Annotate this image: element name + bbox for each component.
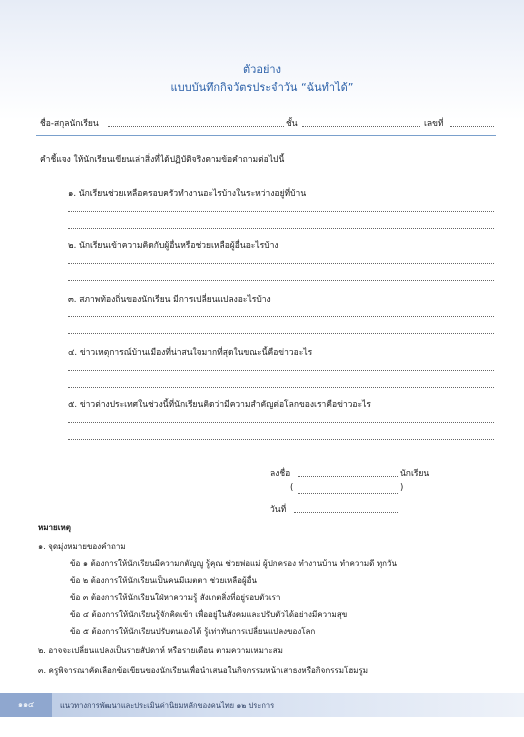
- class-field[interactable]: [302, 126, 420, 127]
- answer-line[interactable]: [68, 333, 494, 334]
- notes-sub-item: ข้อ ๑ ต้องการให้นักเรียนมีความกตัญญู รู้คุณ ช่วยพ่อแม่ ผู้ปกครอง ทำงานบ้าน ทำความดี ทุกวัน: [70, 559, 397, 568]
- name-field[interactable]: [108, 126, 284, 127]
- answer-line[interactable]: [68, 439, 494, 440]
- paren-open: (: [290, 483, 294, 493]
- question-3: ๓. สภาพท้องถิ่นของนักเรียน มีการเปลี่ยนแปลงอะไรบ้าง: [68, 295, 271, 305]
- question-1: ๑. นักเรียนช่วยเหลือครอบครัวทำงานอะไรบ้างในระหว่างอยู่ที่บ้าน: [68, 189, 307, 199]
- signature-field[interactable]: [298, 476, 398, 477]
- printed-name-field[interactable]: [298, 493, 398, 494]
- notes-sub-item: ข้อ ๒ ต้องการให้นักเรียนเป็นคนมีเมตตา ช่วยเหลือผู้อื่น: [70, 576, 257, 585]
- number-field[interactable]: [450, 126, 494, 127]
- notes-item-1: ๑. จุดมุ่งหมายของคำถาม: [38, 542, 126, 551]
- notes-item-3: ๓. ครูพิจารณาคัดเลือกข้อเขียนของนักเรียนเพื่อนำเสนอในกิจกรรมหน้าเสาธงหรือกิจกรรมโฮมรูม: [38, 666, 369, 675]
- instruction: คำชี้แจง ให้นักเรียนเขียนเล่าสิ่งที่ได้ปฏิบัติจริงตามข้อคำถามต่อไปนี้: [40, 155, 285, 165]
- notes-sub-item: ข้อ ๕ ต้องการให้นักเรียนปรับตนเองได้ รู้เท่าทันการเปลี่ยนแปลงของโลก: [70, 627, 316, 636]
- answer-line[interactable]: [68, 422, 494, 423]
- page-number: ๑๑๔: [0, 693, 52, 717]
- name-label: ชื่อ-สกุลนักเรียน: [40, 119, 99, 129]
- class-label: ชั้น: [286, 119, 298, 129]
- answer-line[interactable]: [68, 280, 494, 281]
- page-subtitle: แบบบันทึกกิจวัตรประจำวัน “ฉันทำได้”: [170, 81, 354, 94]
- student-label: นักเรียน: [400, 469, 430, 479]
- date-label: วันที่: [270, 505, 287, 515]
- sign-label: ลงชื่อ: [270, 469, 291, 479]
- notes-sub-item: ข้อ ๔ ต้องการให้นักเรียนรู้จักคิดเข้า เพื่ออยู่ในสังคมและปรับตัวได้อย่างมีความสุข: [70, 610, 348, 619]
- paren-close: ): [400, 483, 404, 493]
- question-4: ๔. ข่าวเหตุการณ์บ้านเมืองที่น่าสนใจมากที่สุดในขณะนี้คือข่าวอะไร: [68, 348, 313, 358]
- date-field[interactable]: [294, 512, 398, 513]
- answer-line[interactable]: [68, 316, 494, 317]
- answer-line[interactable]: [68, 228, 494, 229]
- divider: [36, 135, 496, 136]
- footer-text: แนวทางการพัฒนาและประเมินค่านิยมหลักของคนไทย ๑๒ ประการ: [60, 701, 275, 710]
- question-2: ๒. นักเรียนเข้าความคิดกับผู้อื่นหรือช่วยเหลือผู้อื่นอะไรบ้าง: [68, 241, 279, 251]
- answer-line[interactable]: [68, 387, 494, 388]
- page-title: ตัวอย่าง: [243, 63, 281, 76]
- notes-sub-item: ข้อ ๓ ต้องการให้นักเรียนใฝ่หาความรู้ สังเกตสิ่งที่อยู่รอบตัวเรา: [70, 593, 281, 602]
- notes-heading: หมายเหตุ: [38, 523, 71, 532]
- answer-line[interactable]: [68, 370, 494, 371]
- answer-line[interactable]: [68, 263, 494, 264]
- number-label: เลขที่: [424, 119, 444, 129]
- answer-line[interactable]: [68, 211, 494, 212]
- question-5: ๕. ข่าวต่างประเทศในช่วงนี้ที่นักเรียนคิดว่ามีความสำคัญต่อโลกของเราคือข่าวอะไร: [68, 400, 371, 410]
- notes-item-2: ๒. อาจจะเปลี่ยนแปลงเป็นรายสัปดาห์ หรือรายเดือน ตามความเหมาะสม: [38, 646, 283, 655]
